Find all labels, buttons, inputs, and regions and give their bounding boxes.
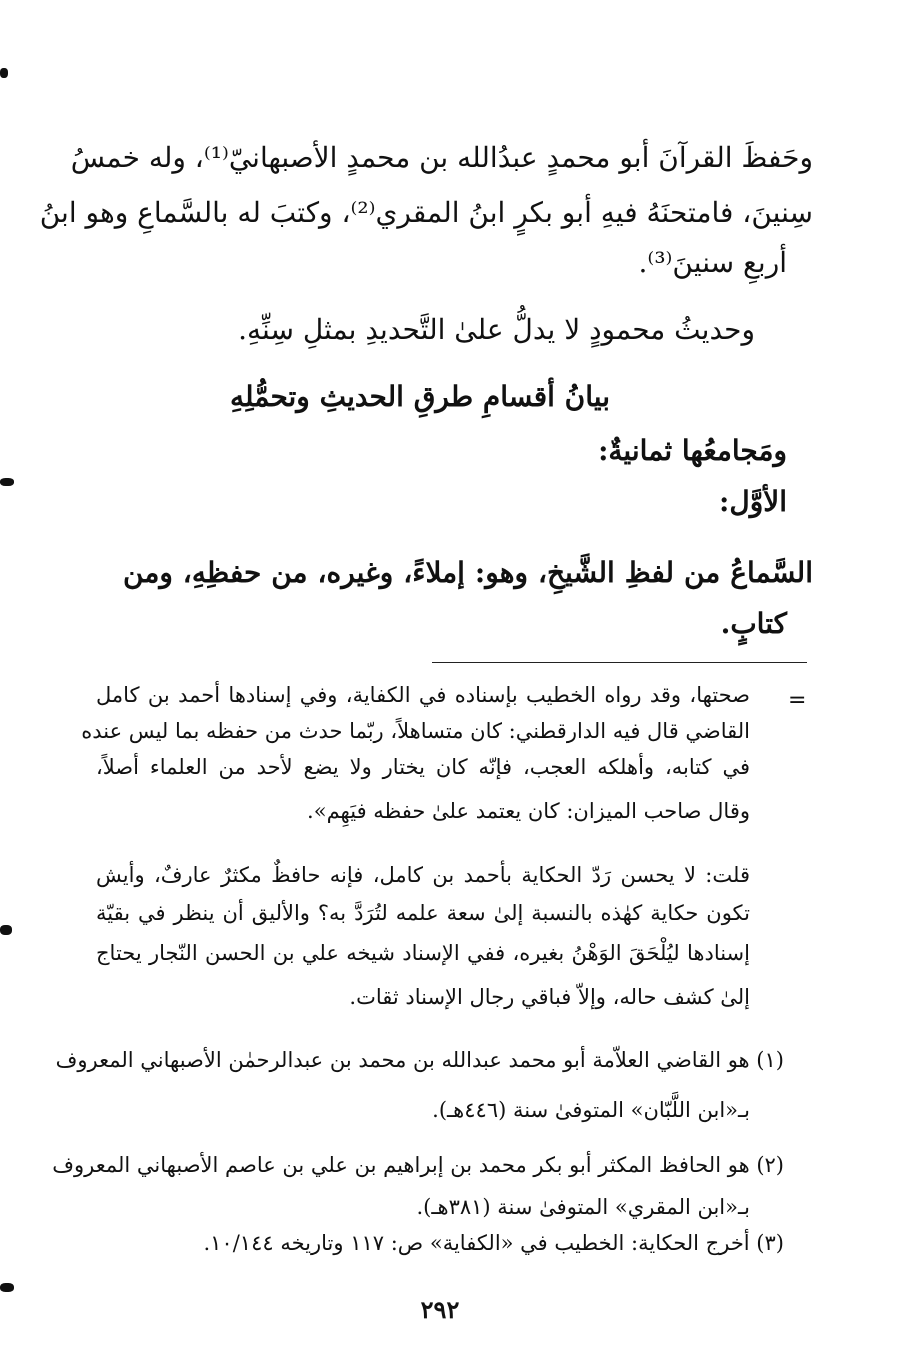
footnote-2-cont: بـ«ابن المقري» المتوفىٰ سنة (٣٨١هـ). (416, 1195, 750, 1219)
footnote-line: في كتابه، وأهلكه العجب، فإنّه كان يختار ولا يضع لأحد من العلماء أصلاً، (96, 755, 750, 779)
footnote-separator (432, 662, 807, 663)
section-intro: ومَجامعُها ثمانيةٌ: (598, 434, 787, 467)
main-line: أربعِ سنينَ⁽³⁾. (638, 246, 787, 279)
main-line: وحَفظَ القرآنَ أبو محمدٍ عبدُالله بن محمدٍ الأصبهانيّ⁽¹⁾، وله خمسُ (70, 141, 813, 174)
scan-mark (0, 925, 12, 935)
footnote-1-cont: بـ«ابن اللَّبّان» المتوفىٰ سنة (٤٤٦هـ). (432, 1098, 750, 1122)
footnote-2: (٢) هو الحافظ المكثر أبو بكر محمد بن إبراهيم بن علي بن عاصم الأصبهاني المعروف (52, 1153, 784, 1177)
footnote-1: (١) هو القاضي العلاّمة أبو محمد عبدالله بن محمد بن عبدالرحمٰن الأصبهاني المعروف (55, 1048, 784, 1072)
footnote-3: (٣) أخرج الحكاية: الخطيب في «الكفاية» ص: ١١٧ وتاريخه ١٠/١٤٤. (203, 1231, 784, 1255)
footnote-line: إلىٰ كشف حاله، وإلاّ فباقي رجال الإسناد ثقات. (349, 985, 750, 1009)
main-line: وحديثُ محمودٍ لا يدلُّ علىٰ التَّحديدِ بمثلِ سِنِّهِ. (238, 313, 755, 346)
scan-mark (0, 1283, 14, 1292)
footnote-line: القاضي قال فيه الدارقطني: كان متساهلاً، ربّما حدث من حفظه بما ليس عنده (81, 719, 750, 743)
footnote-line: إسنادها ليُلْحَقَ الوَهْنُ بغيره، ففي الإسناد شيخه علي بن الحسن النّجار يحتاج (96, 941, 750, 965)
footnote-line: تكون حكاية كهٰذه بالنسبة إلىٰ سعة علمه لتُرَدَّ به؟ والأليق أن ينظر في بقيّة (96, 901, 750, 925)
footnote-line: صحتها، وقد رواه الخطيب بإسناده في الكفاية، وفي إسنادها أحمد بن كامل (96, 683, 750, 707)
first-label: الأوَّل: (719, 485, 787, 518)
page-number: ٢٩٢ (420, 1295, 460, 1324)
scan-mark (0, 68, 8, 78)
footnote-line: وقال صاحب الميزان: كان يعتمد علىٰ حفظه فيَهِم». (307, 799, 750, 823)
footnote-line: قلت: لا يحسن رَدّ الحكاية بأحمد بن كامل، فإنه حافظٌ مكثرٌ عارفٌ، وأيش (96, 863, 750, 887)
first-text-line: كتابٍ. (720, 607, 787, 640)
continuation-mark: = (788, 688, 807, 713)
section-heading: بيانُ أقسامِ طرقِ الحديثِ وتحمُّلِهِ (229, 380, 610, 413)
main-line: سِنينَ، فامتحنَهُ فيهِ أبو بكرٍ ابنُ المقري⁽²⁾، وكتبَ له بالسَّماعِ وهو ابنُ (39, 196, 813, 229)
scan-mark (0, 478, 14, 486)
first-text-line: السَّماعُ من لفظِ الشَّيخِ، وهو: إملاءً، وغيره، من حفظِهِ، ومن (123, 556, 813, 589)
